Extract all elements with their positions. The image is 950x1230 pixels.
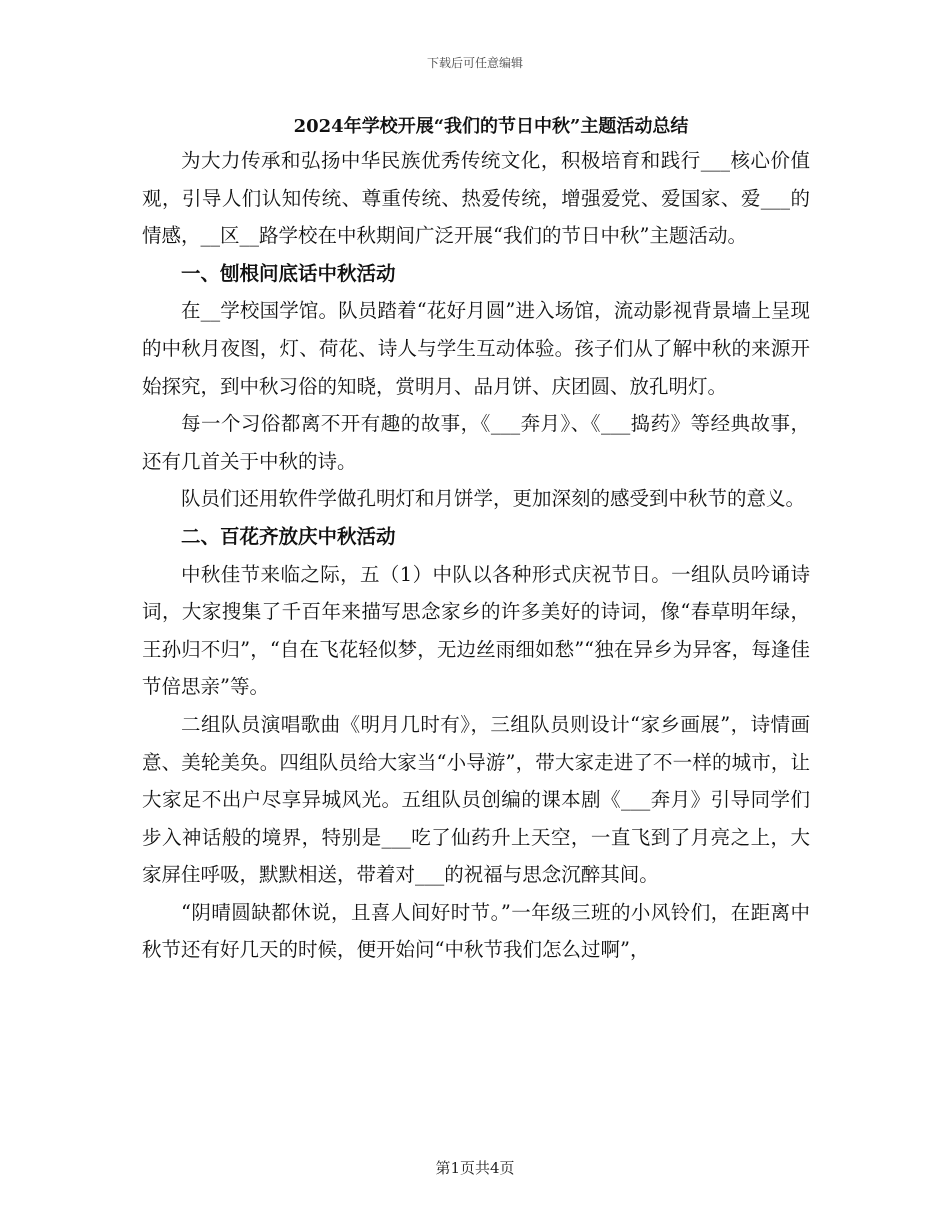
paragraph: 二组队员演唱歌曲《明月几时有》，三组队员则设计“家乡画展”，诗情画意、美轮美奂。四组队员给大家当“小导游”，带大家走进了不一样的城市，让大家足不出户尽享异城风光。五组队员创编的课本剧《___奔月》引导同学们步入神话般的境界，特别是___吃了仙药升上天空，一直飞到了月亮之上，大家屏住呼吸，默默相送，带着对___的祝福与思念沉醉其间。 (142, 712, 810, 887)
page-footer: 第1页共4页 (435, 1159, 515, 1177)
paragraph: “阴晴圆缺都休说，且喜人间好时节。”一年级三班的小风铃们，在距离中秋节还有好几天的时候，便开始问“中秋节我们怎么过啊”， (142, 900, 810, 962)
document-body (142, 112, 810, 969)
page-header: 下载后可任意编辑 (426, 56, 523, 70)
paragraph: 在__学校国学馆。队员踏着“花好月圆”进入场馆，流动影视背景墙上呈现的中秋月夜图，灯、荷花、诗人与学生互动体验。孩子们从了解中秋的来源开始探究，到中秋习俗的知晓，赏明月、品月饼、庆团圆、放孔明灯。 (142, 299, 810, 398)
paragraph: 为大力传承和弘扬中华民族优秀传统文化，积极培育和践行___核心价值观，引导人们认知传统、尊重传统、热爱传统，增强爱党、爱国家、爱___的情感，__区__路学校在中秋期间广泛开展“我们的节日中秋”主题活动。 (142, 149, 810, 248)
paragraph: 每一个习俗都离不开有趣的故事，《___奔月》、《___捣药》等经典故事，还有几首关于中秋的诗。 (142, 412, 810, 473)
document-title: 2024年学校开展“我们的节日中秋”主题活动总结 (293, 116, 689, 137)
paragraph: 队员们还用软件学做孔明灯和月饼学，更加深刻的感受到中秋节的意义。 (181, 487, 806, 511)
section-heading: 二、百花齐放庆中秋活动 (181, 524, 396, 548)
section-heading: 一、刨根问底话中秋活动 (181, 261, 396, 285)
paragraph: 中秋佳节来临之际，五（1）中队以各种形式庆祝节日。一组队员吟诵诗词，大家搜集了千百年来描写思念家乡的许多美好的诗词，像“春草明年绿，王孙归不归”，“自在飞花轻似梦，无边丝雨细如愁”“独在异乡为异客，每逢佳节倍思亲”等。 (142, 562, 810, 699)
